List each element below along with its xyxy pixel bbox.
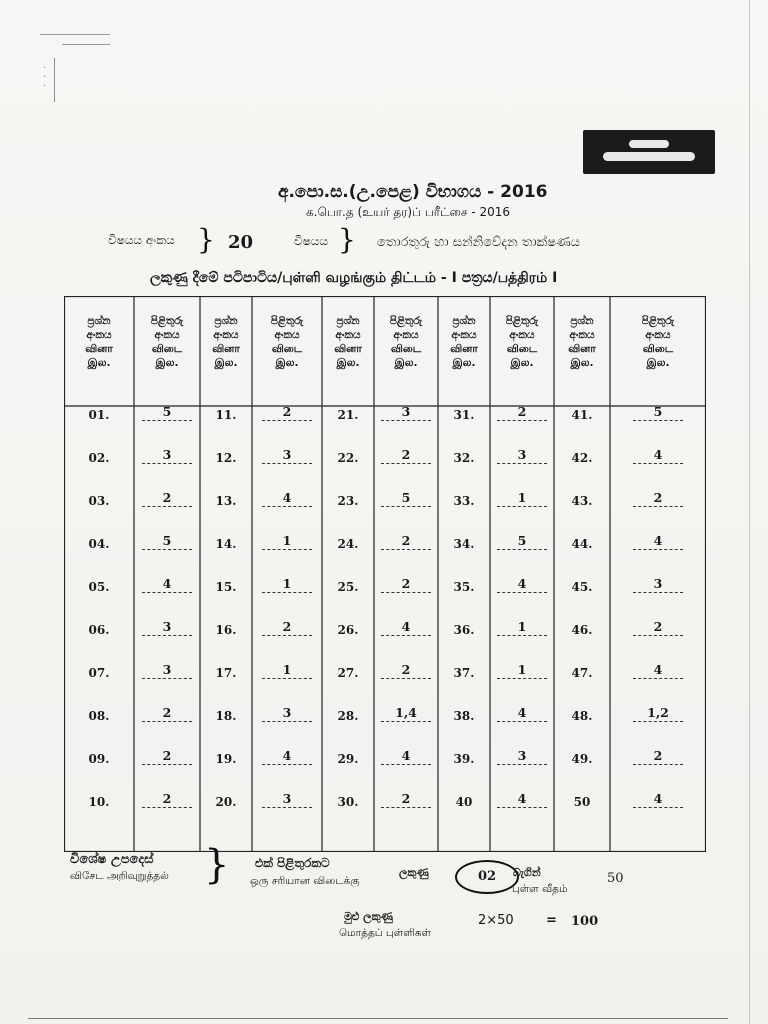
header-line: விடை <box>271 343 303 355</box>
total-marks: 100 <box>571 914 599 929</box>
question-number: 22. <box>337 451 359 465</box>
question-number: 40 <box>455 795 473 809</box>
exam-title-tamil: க.பொ.த (உயர் தர)ப் பரீட்சை - 2016 <box>306 205 511 219</box>
answer-value: 4 <box>633 447 683 464</box>
question-number: 12. <box>215 451 237 465</box>
header-line: வினா <box>212 343 240 355</box>
answer-value: 4 <box>262 748 312 765</box>
header-question-number <box>195 314 257 370</box>
header-line: පිළිතුරු <box>505 315 539 327</box>
question-number: 03. <box>88 494 110 508</box>
question-number: 01. <box>88 408 110 422</box>
answer-value: 3 <box>497 748 547 765</box>
answer-value: 2 <box>142 748 192 765</box>
logo-mark <box>629 140 669 148</box>
answer-value: 2 <box>381 447 431 464</box>
answer-value: 4 <box>497 791 547 808</box>
answer-table <box>64 296 706 852</box>
answer-value: 5 <box>142 533 192 550</box>
answer-value: 5 <box>633 404 683 421</box>
department-logo <box>583 130 715 174</box>
question-number: 24. <box>337 537 359 551</box>
question-number: 28. <box>337 709 359 723</box>
answer-value: 3 <box>142 619 192 636</box>
question-number: 34. <box>453 537 475 551</box>
question-number: 06. <box>88 623 110 637</box>
per-answer-sinhala: එක් පිළිතුරකට <box>255 856 330 870</box>
scan-dots: · · · <box>43 63 47 92</box>
header-answer-number <box>256 314 318 370</box>
marks-word: ලකුණු <box>399 866 429 879</box>
header-question-number <box>433 314 495 370</box>
header-line: අංකය <box>213 329 239 341</box>
scan-mark <box>62 44 110 45</box>
question-number: 29. <box>337 752 359 766</box>
header-question-number <box>317 314 379 370</box>
question-number: 04. <box>88 537 110 551</box>
answer-value: 2 <box>381 533 431 550</box>
brace-icon: } <box>197 223 215 256</box>
table-border <box>65 297 706 852</box>
question-number: 26. <box>337 623 359 637</box>
question-number: 37. <box>453 666 475 680</box>
answer-value: 1 <box>262 662 312 679</box>
answer-value: 1 <box>262 576 312 593</box>
answer-value: 1,4 <box>381 705 431 722</box>
answer-value: 3 <box>497 447 547 464</box>
subject-label: විෂයය <box>294 234 329 248</box>
question-number: 20. <box>215 795 237 809</box>
question-number: 21. <box>337 408 359 422</box>
answer-value: 5 <box>381 490 431 507</box>
header-line: இல. <box>155 357 179 369</box>
answer-value: 2 <box>633 748 683 765</box>
answer-value: 3 <box>262 447 312 464</box>
question-number: 08. <box>88 709 110 723</box>
header-line: விடை <box>151 343 183 355</box>
question-number: 33. <box>453 494 475 508</box>
header-line: இல. <box>394 357 418 369</box>
question-number: 47. <box>571 666 593 680</box>
answer-value: 4 <box>633 662 683 679</box>
question-number: 16. <box>215 623 237 637</box>
header-line: இல. <box>570 357 594 369</box>
question-number: 14. <box>215 537 237 551</box>
header-answer-number <box>136 314 198 370</box>
subject-code-label: විෂයය අංකය <box>108 233 175 247</box>
question-number: 10. <box>88 795 110 809</box>
header-line: வினா <box>85 343 113 355</box>
question-number: 48. <box>571 709 593 723</box>
answer-value: 3 <box>262 705 312 722</box>
answer-value: 2 <box>142 490 192 507</box>
question-number: 35. <box>453 580 475 594</box>
answer-value: 2 <box>633 619 683 636</box>
header-line: ප්‍රශ්න <box>214 315 238 327</box>
subject-name: තොරතුරු හා සන්නිවේදන තාක්ෂණය <box>377 235 580 250</box>
question-number: 18. <box>215 709 237 723</box>
question-number: 39. <box>453 752 475 766</box>
page-bottom-edge <box>28 1018 728 1019</box>
answer-value: 2 <box>381 662 431 679</box>
question-number: 45. <box>571 580 593 594</box>
header-line: இல. <box>646 357 670 369</box>
header-line: පිළිතුරු <box>641 315 675 327</box>
question-number: 42. <box>571 451 593 465</box>
table-grid-lines <box>64 296 706 852</box>
logo-mark <box>603 152 695 161</box>
answer-value: 4 <box>633 791 683 808</box>
header-line: ප්‍රශ්න <box>570 315 594 327</box>
exam-title-sinhala: අ.පො.ස.(උ.පෙළ) විභාගය - 2016 <box>278 182 548 202</box>
question-number: 50 <box>573 795 591 809</box>
header-answer-number <box>491 314 553 370</box>
question-number: 09. <box>88 752 110 766</box>
header-line: இல. <box>275 357 299 369</box>
header-line: வினா <box>334 343 362 355</box>
equals-sign: = <box>546 913 557 928</box>
header-line: வினா <box>568 343 596 355</box>
each-sinhala: බැගින් <box>513 866 541 879</box>
question-number: 30. <box>337 795 359 809</box>
answer-value: 2 <box>142 705 192 722</box>
question-number: 44. <box>571 537 593 551</box>
answer-value: 3 <box>262 791 312 808</box>
answer-value: 2 <box>262 619 312 636</box>
per-answer-tamil: ஒரு சரியான விடைக்கு <box>250 875 360 887</box>
question-number: 41. <box>571 408 593 422</box>
header-line: අංකය <box>645 329 671 341</box>
question-number: 27. <box>337 666 359 680</box>
header-line: விடை <box>506 343 538 355</box>
answer-value: 1 <box>262 533 312 550</box>
answer-value: 4 <box>381 619 431 636</box>
question-number: 32. <box>453 451 475 465</box>
answer-value: 5 <box>142 404 192 421</box>
answer-value: 1,2 <box>633 705 683 722</box>
question-number: 13. <box>215 494 237 508</box>
answer-value: 4 <box>381 748 431 765</box>
brace-icon: } <box>204 842 230 888</box>
question-number: 05. <box>88 580 110 594</box>
header-line: விடை <box>642 343 674 355</box>
header-line: අංකය <box>393 329 419 341</box>
header-line: පිළිතුරු <box>150 315 184 327</box>
header-line: අංකය <box>509 329 535 341</box>
question-number: 23. <box>337 494 359 508</box>
page-edge <box>749 0 750 1024</box>
answer-value: 1 <box>497 662 547 679</box>
special-note-tamil: விசேட அறிவுறுத்தல் <box>70 870 169 882</box>
total-marks-sinhala: මුළු ලකුණු <box>344 910 393 923</box>
header-question-number <box>68 314 130 370</box>
header-line: இல. <box>87 357 111 369</box>
header-line: வினா <box>450 343 478 355</box>
question-number: 19. <box>215 752 237 766</box>
answer-value: 4 <box>633 533 683 550</box>
answer-value: 1 <box>497 619 547 636</box>
subject-code: 20 <box>228 232 254 253</box>
answer-value: 2 <box>381 576 431 593</box>
question-number: 43. <box>571 494 593 508</box>
each-tamil: புள்ள வீதம் <box>512 883 568 895</box>
header-line: පිළිතුරු <box>389 315 423 327</box>
question-number: 02. <box>88 451 110 465</box>
answer-value: 2 <box>497 404 547 421</box>
header-line: இல. <box>510 357 534 369</box>
question-number: 17. <box>215 666 237 680</box>
question-number: 15. <box>215 580 237 594</box>
header-line: අංකය <box>86 329 112 341</box>
answer-value: 4 <box>497 705 547 722</box>
brace-icon: } <box>338 223 356 256</box>
question-count: 50 <box>607 871 624 886</box>
header-question-number <box>551 314 613 370</box>
header-line: இல. <box>214 357 238 369</box>
question-number: 46. <box>571 623 593 637</box>
question-number: 31. <box>453 408 475 422</box>
header-answer-number <box>375 314 437 370</box>
header-line: අංකය <box>274 329 300 341</box>
header-line: අංකය <box>569 329 595 341</box>
marking-scheme-heading: ලකුණු දීමේ පටිපාටිය/புள்ளி வழங்கும் திட்டம் - I පත්‍රය/பத்திரம் I <box>150 270 558 286</box>
answer-value: 2 <box>381 791 431 808</box>
answer-value: 4 <box>142 576 192 593</box>
header-line: අංකය <box>451 329 477 341</box>
question-number: 36. <box>453 623 475 637</box>
question-number: 07. <box>88 666 110 680</box>
question-number: 25. <box>337 580 359 594</box>
header-answer-number <box>627 314 689 370</box>
answer-value: 2 <box>262 404 312 421</box>
header-line: ප්‍රශ්න <box>336 315 360 327</box>
answer-value: 3 <box>381 404 431 421</box>
question-number: 11. <box>215 408 237 422</box>
header-line: இல. <box>336 357 360 369</box>
answer-value: 5 <box>497 533 547 550</box>
answer-value: 3 <box>633 576 683 593</box>
header-line: පිළිතුරු <box>270 315 304 327</box>
question-number: 49. <box>571 752 593 766</box>
header-line: ප්‍රශ්න <box>452 315 476 327</box>
answer-value: 4 <box>497 576 547 593</box>
marks-per-answer: 02 <box>455 860 519 894</box>
total-calculation: 2×50 <box>478 913 514 928</box>
total-marks-tamil: மொத்தப் புள்ளிகள் <box>339 927 432 939</box>
header-line: අංකය <box>154 329 180 341</box>
answer-value: 2 <box>633 490 683 507</box>
question-number: 38. <box>453 709 475 723</box>
answer-value: 3 <box>142 662 192 679</box>
scan-mark <box>54 58 55 102</box>
answer-value: 2 <box>142 791 192 808</box>
header-line: இல. <box>452 357 476 369</box>
header-line: விடை <box>390 343 422 355</box>
header-line: ප්‍රශ්න <box>87 315 111 327</box>
scan-mark <box>40 34 110 35</box>
answer-value: 4 <box>262 490 312 507</box>
answer-value: 1 <box>497 490 547 507</box>
special-note-sinhala: විශේෂ උපදෙස් <box>70 852 154 867</box>
header-line: අංකය <box>335 329 361 341</box>
answer-value: 3 <box>142 447 192 464</box>
